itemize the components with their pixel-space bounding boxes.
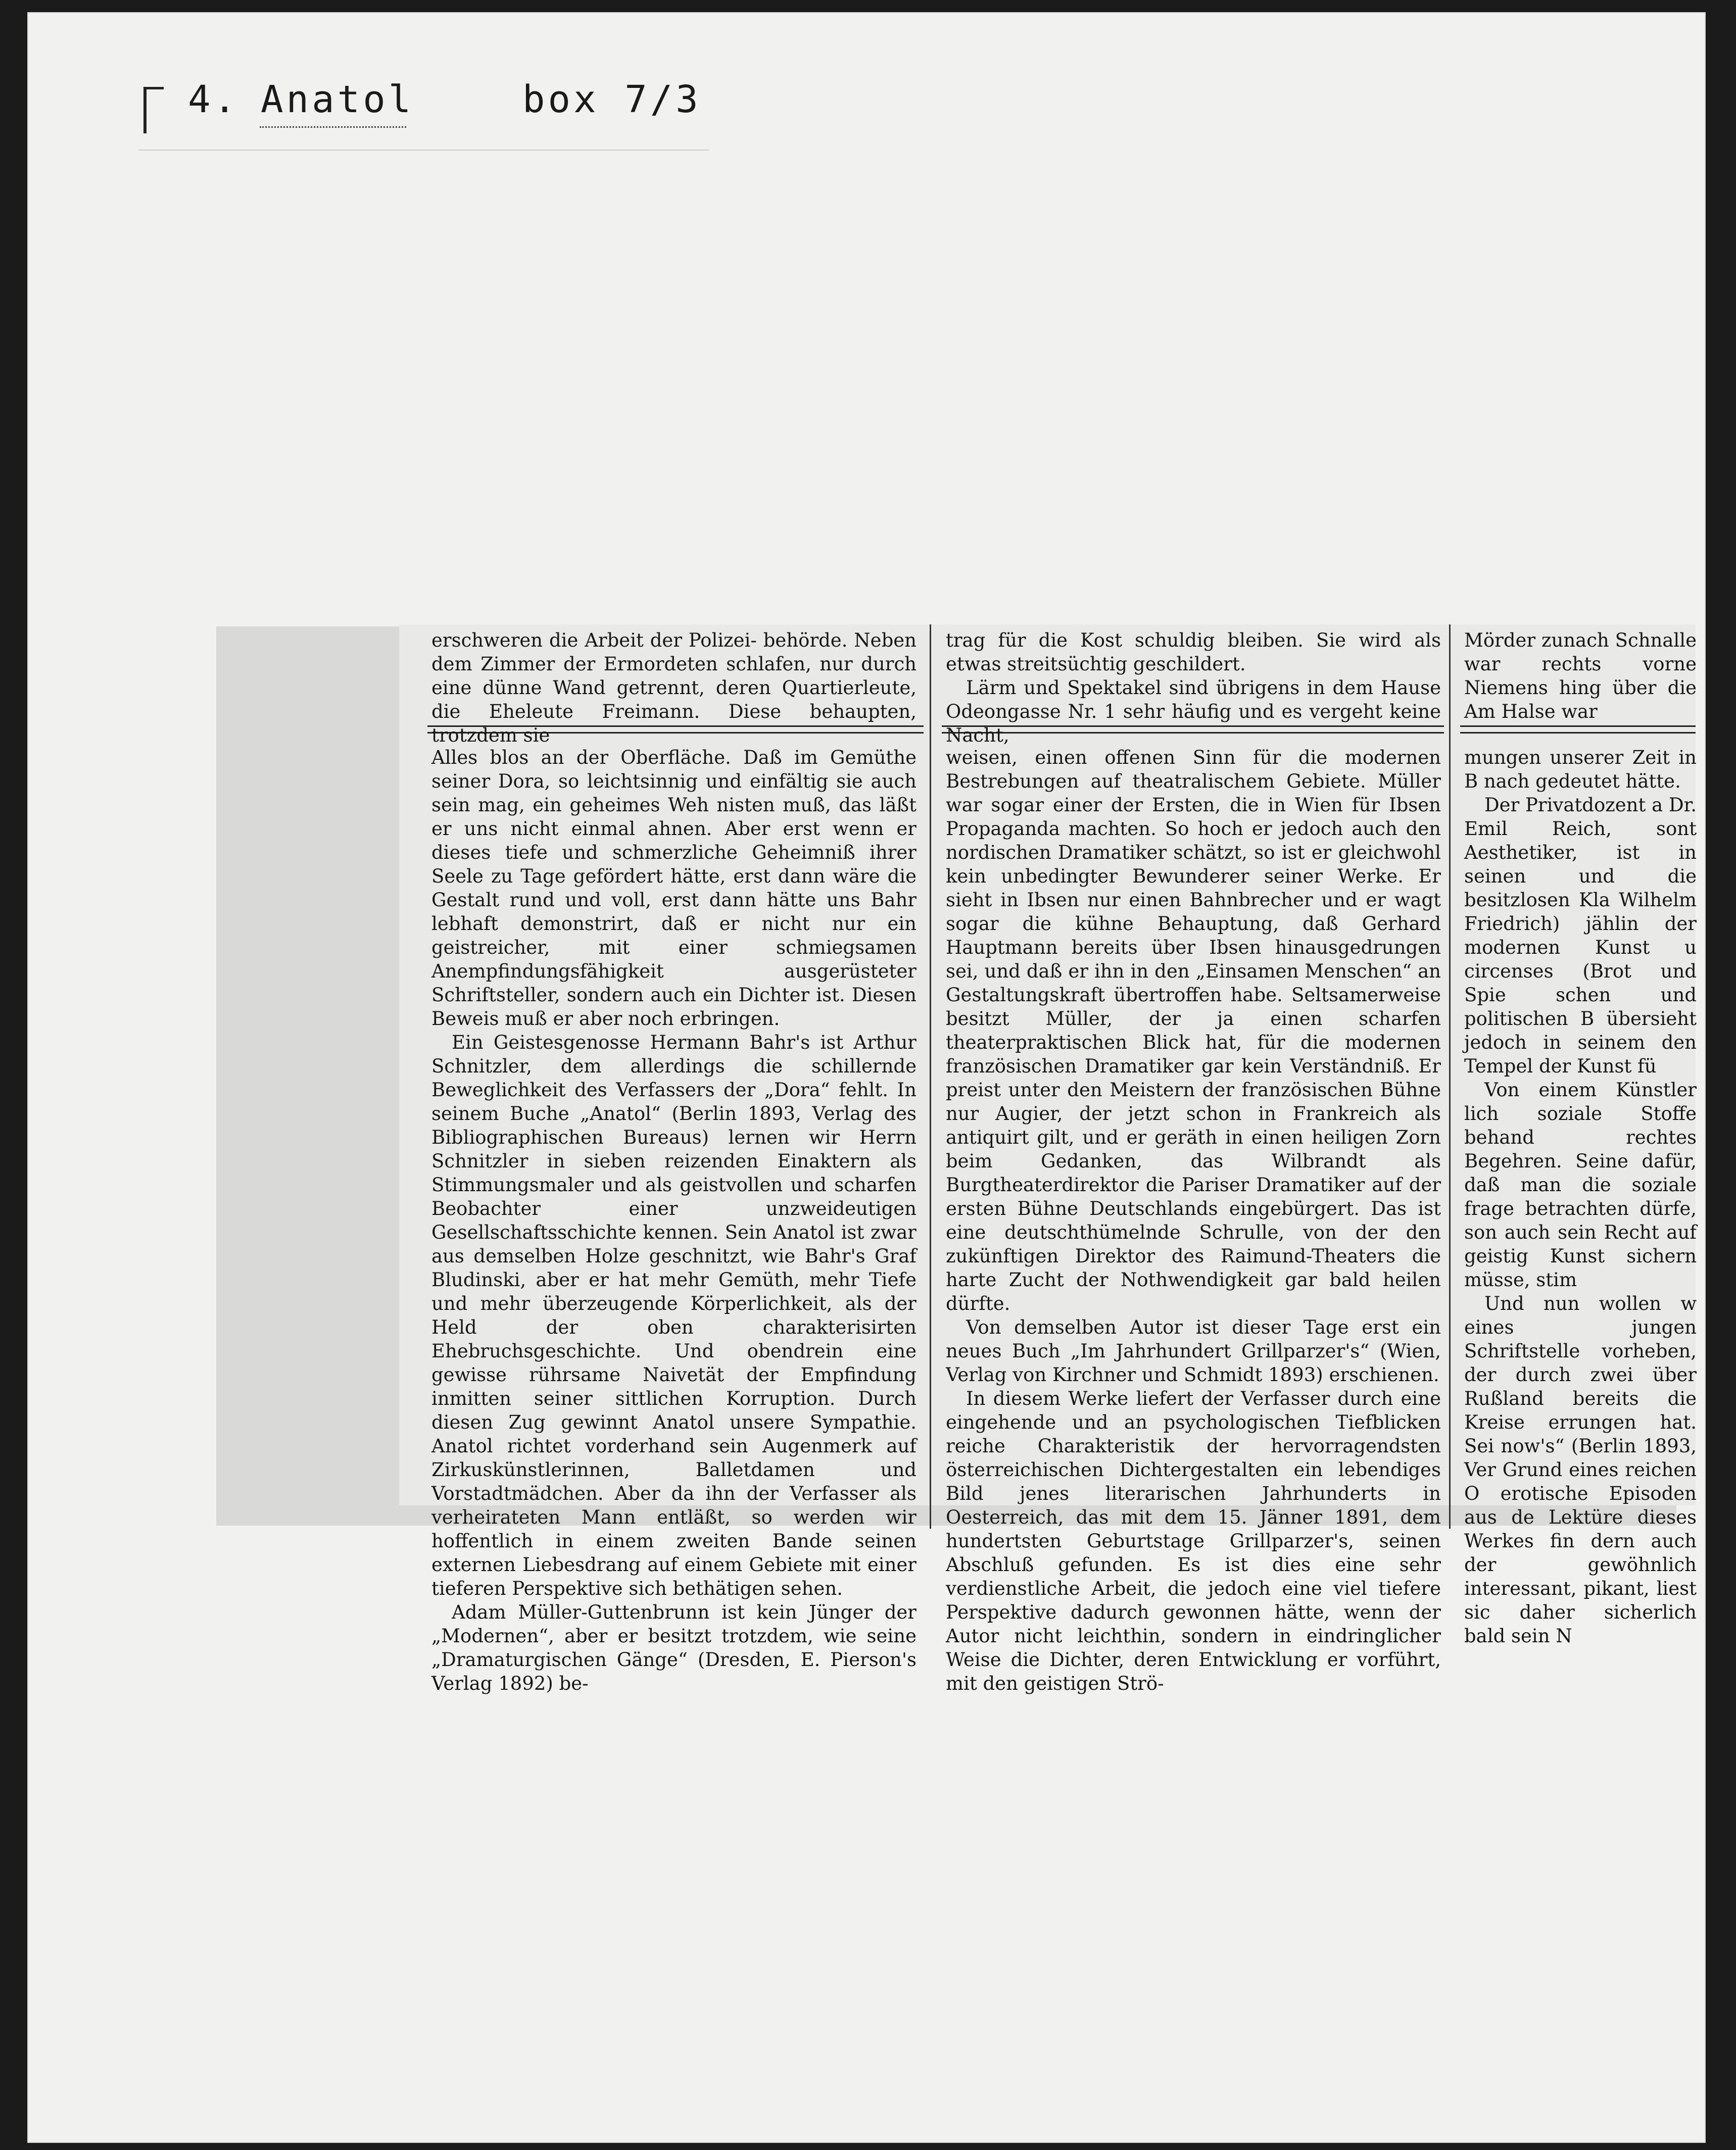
column-3: [1464, 746, 1697, 1647]
paragraph: Ein Geistesgenosse Hermann Bahr's ist Arthur Schnitzler, dem allerdings die schillernde Beweglichkeit des Verfassers der „Dora“ fehlt. In seinem Buche „Anatol“ (Berlin 1893, Verlag des Bibliographischen Bureaus) lernen wir Herrn Schnitzler in sieben reizenden Einaktern als Stimmungsmaler und als geistvollen und scharfen Beobachter einer unzweideutigen Gesellschaftsschichte kennen. Sein Anatol ist zwar aus demselben Holze geschnitzt, wie Bahr's Graf Bludinski, aber er hat mehr Gemüth, mehr Tiefe und mehr überzeugende Körperlichkeit, als der Held der oben charakterisirten Ehebruchsgeschichte. Und obendrein eine gewisse rührsame Naivetät der Empfindung inmitten seiner sittlichen Korruption. Durch diesen Zug gewinnt Anatol unsere Sympathie. Anatol richtet vorderhand sein Augenmerk auf Zirkuskünstlerinnen, Balletdamen und Vorstadtmädchen. Aber da ihn der Verfasser als verheirateten Mann entläßt, so werden wir hoffentlich in einem zweiten Bande seinen externen Liebesdrang auf einem Gebiete mit einer tieferen Perspektive sich bethätigen sehen.: [431, 1032, 917, 1599]
paragraph: weisen, einen offenen Sinn für die modernen Bestrebungen auf theatralischem Gebiete. Müller war sogar einer der Ersten, die in Wien für Ibsen Propaganda machten. So hoch er jedoch auch den nordischen Dramatiker schätzt, so ist er gleichwohl kein unbedingter Bewunderer seiner Werke. Er sieht in Ibsen nur einen Bahnbrecher und er wagt sogar die kühne Behauptung, daß Gerhard Hauptmann bereits über Ibsen hinausgedrungen sei, und daß er ihn in den „Einsamen Menschen“ an Gestaltungskraft übertroffen habe. Seltsamerweise besitzt Müller, der ja einen scharfen theaterpraktischen Blick hat, für die modernen französischen Dramatiker gar kein Verständniß. Er preist unter den Meistern der französischen Bühne nur Augier, der jetzt schon in Frankreich als antiquirt gilt, und er geräth in einen heiligen Zorn beim Gedanken, das Wilbrandt als Burgtheaterdirektor die Pariser Dramatiker auf der ersten Bühne Deutschlands eingebürgert. Das ist eine deutschthümelnde Schrulle, von der den zukünftigen Direktor des Raimund-Theaters die harte Zucht der Nothwendigkeit gar bald heilen dürfte.: [946, 747, 1441, 1314]
paragraph: Der Privatdozent a Dr. Emil Reich, sont Aesthetiker, ist in seinen und die besitzlosen Kla Wilhelm Friedrich) jählin der modernen Kunst u circenses (Brot und Spie schen und politischen B übersieht jedoch in seinem den Tempel der Kunst fü: [1464, 794, 1697, 1077]
column-2: [946, 746, 1441, 1694]
paragraph: erschweren die Arbeit der Polizei- behörde. Neben dem Zimmer der Ermordeten schlafen, nur durch eine dünne Wand getrennt, deren Quartierleute, die Eheleute Freimann. Diese behaupten, trotzdem sie: [431, 629, 917, 746]
box-label: box 7/3: [522, 78, 701, 121]
corner-bracket: [143, 87, 147, 133]
column-1-top: [431, 628, 917, 746]
newspaper-clipping: [399, 624, 1697, 1694]
paragraph: Lärm und Spektakel sind übrigens in dem Hause Odeongasse Nr. 1 sehr häufig und es vergeht keine Nacht,: [946, 677, 1441, 746]
column-3-top: [1464, 628, 1697, 722]
paragraph: Alles blos an der Oberfläche. Daß im Gemüthe seiner Dora, so leichtsinnig und einfältig sie auch sein mag, ein geheimes Weh nisten muß, das läßt er uns nicht einmal ahnen. Aber erst wenn er dieses tiefe und schmerzliche Geheimniß ihrer Seele zu Tage gefördert hätte, erst dann wäre die Gestalt rund und voll, erst dann hätte uns Bahr lebhaft demonstrirt, daß er nicht nur ein geistreicher, mit einer schmiegsamen Anempfindungsfähigkeit ausgerüsteter Schriftsteller, sondern auch ein Dichter ist. Diesen Beweis muß er aber noch erbringen.: [431, 747, 917, 1030]
paragraph: Mörder zunach Schnalle war rechts vorne Niemens hing über die Am Halse war: [1464, 629, 1697, 722]
section-rule: [1460, 725, 1696, 734]
column-rule: [930, 624, 931, 1529]
paragraph: Und nun wollen w eines jungen Schriftstelle vorheben, der durch zwei über Rußland bereits die Kreise errungen hat. Sei now's“ (Berlin 1893, Ver Grund eines reichen O erotische Episoden aus de Lektüre dieses Werkes fin dern auch der gewöhnlich interessant, pikant, liest sic daher sicherlich bald sein N: [1464, 1293, 1697, 1647]
title-underline: [260, 126, 406, 128]
column-1: [431, 746, 917, 1694]
folder-title: Anatol: [261, 78, 414, 121]
column-2-top: [946, 628, 1441, 746]
folder-number: 4.: [188, 78, 239, 121]
paragraph: trag für die Kost schuldig bleiben. Sie wird als etwas streitsüchtig geschildert.: [946, 629, 1441, 675]
paragraph: Adam Müller-Guttenbrunn ist kein Jünger der „Modernen“, aber er besitzt trotzdem, wie seine „Dramaturgischen Gänge“ (Dresden, E. Pierson's Verlag 1892) be-: [431, 1601, 917, 1694]
paragraph: mungen unserer Zeit in B nach gedeutet hätte.: [1464, 747, 1697, 792]
paragraph: Von einem Künstler lich soziale Stoffe behand rechtes Begehren. Seine dafür, daß man die soziale frage betrachten dürfe, son auch sein Recht auf geistig Kunst sichern müsse, stim: [1464, 1079, 1697, 1291]
paragraph: Von demselben Autor ist dieser Tage erst ein neues Buch „Im Jahrhundert Grillparzer's“ (Wien, Verlag von Kirchner und Schmidt 1893) erschienen.: [946, 1316, 1441, 1386]
column-rule: [1449, 624, 1451, 1529]
paragraph: In diesem Werke liefert der Verfasser durch eine eingehende und an psychologischen Tiefblicken reiche Charakteristik der hervorragendsten österreichischen Dichtergestalten ein lebendiges Bild jenes literarischen Jahrhunderts in Oesterreich, das mit dem 15. Jänner 1891, dem hundertsten Geburtstage Grillparzer's, seinen Abschluß gefunden. Es ist dies eine sehr verdienstliche Arbeit, die jedoch eine viel tiefere Perspektive dadurch gewonnen hätte, wenn der Autor nicht leichthin, sondern in eindringlicher Weise die Dichter, deren Entwicklung er vorführt, mit den geistigen Strö-: [946, 1388, 1441, 1694]
header-rule: [138, 150, 709, 151]
